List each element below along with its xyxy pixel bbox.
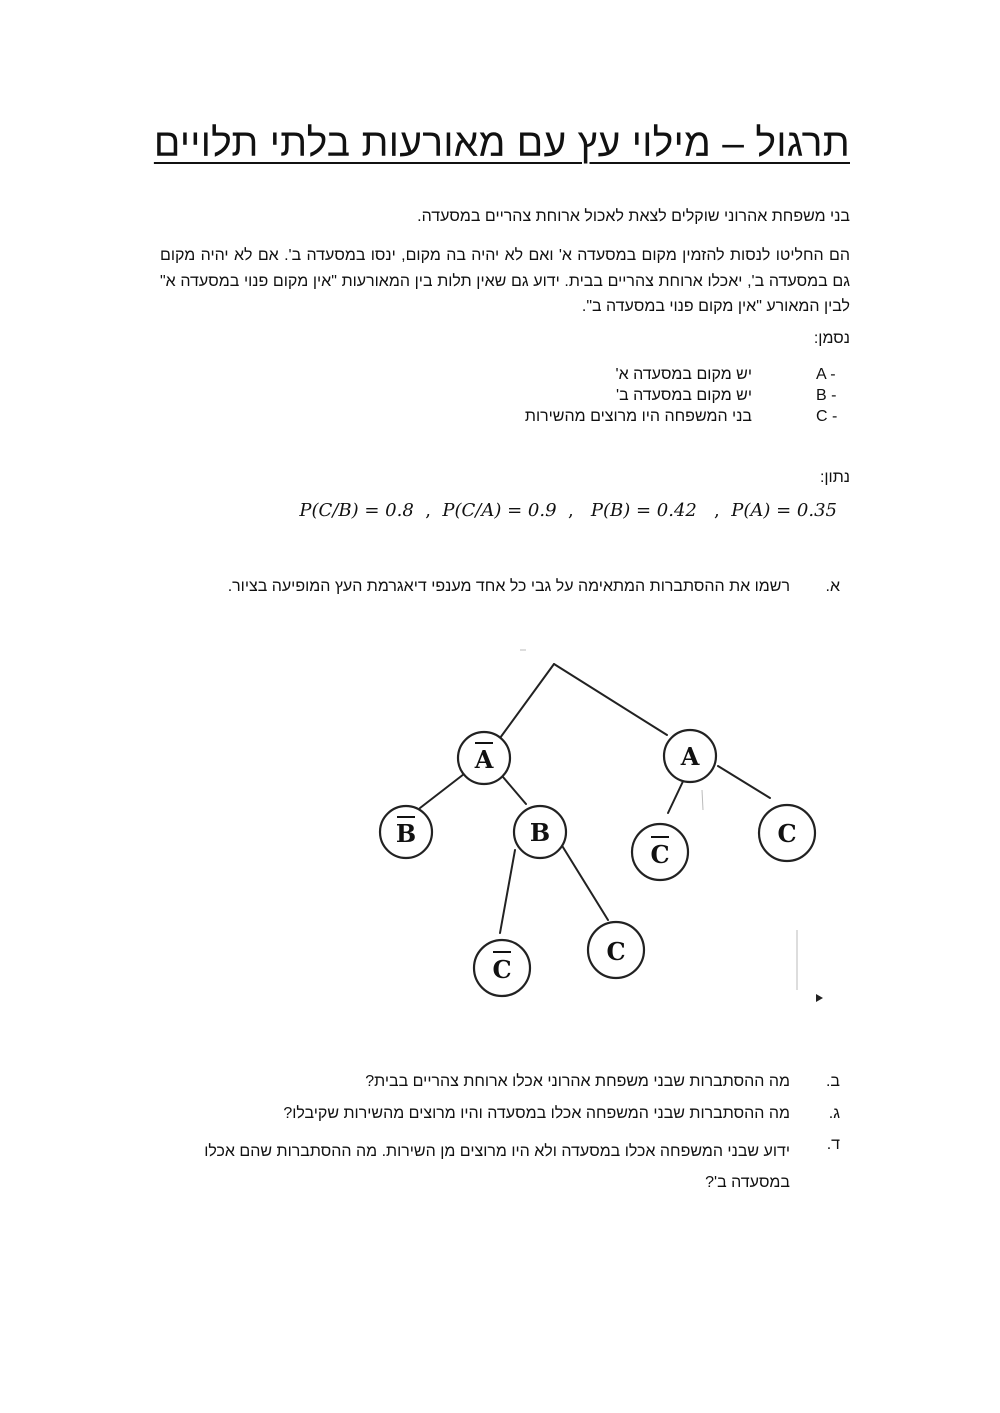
branch-not-a-not-b: [420, 774, 464, 808]
question-d: [150, 1136, 840, 1196]
question-letter: ב.: [825, 1073, 840, 1090]
question-text: מה ההסתברות שבני משפחת אהרוני אכלו ארוחת צהריים בבית?: [365, 1073, 790, 1090]
node-label-not-a: A: [474, 745, 494, 774]
definition-row-c: [500, 408, 840, 430]
tree-diagram: [300, 630, 840, 1050]
given-label: נתון:: [819, 469, 850, 486]
question-b: [150, 1073, 840, 1097]
definition-row-a: [500, 366, 840, 388]
definition-symbol: B -: [816, 387, 837, 404]
definition-text: בני המשפחה היו מרוצים מהשירות: [524, 408, 752, 425]
definition-symbol: C -: [816, 408, 838, 425]
node-label-not-c-under-b: C: [492, 955, 512, 984]
question-g: [150, 1105, 840, 1129]
branch-a-c: [718, 766, 770, 798]
node-label-c-under-a: C: [777, 819, 797, 848]
definition-text: יש מקום במסעדה א': [615, 366, 752, 383]
given-formula: P(C/B) = 0.8 , P(C/A) = 0.9 , P(B) = 0.42 , P(A) = 0.35: [299, 500, 837, 521]
node-label-b: B: [529, 818, 551, 847]
formula-term-c-given-a: P(C/A) = 0.9: [442, 500, 557, 521]
page-title: תרגול – מילוי עץ עם מאורעות בלתי תלויים: [153, 122, 850, 165]
node-label-a: A: [680, 742, 700, 771]
node-label-c-under-b: C: [606, 937, 626, 966]
question-text: ידוע שבני המשפחה אכלו במסעדה ולא היו מרוצים מן השירות. מה ההסתברות שהם אכלו במסעדה ב'?: [204, 1143, 790, 1191]
scan-mark: [816, 994, 823, 1002]
node-label-not-c-under-a: C: [650, 840, 670, 869]
formula-term-c-given-b: P(C/B) = 0.8: [299, 500, 414, 521]
question-text: מה ההסתברות שבני המשפחה אכלו במסעדה והיו מרוצים מהשירות שקיבלו?: [283, 1105, 790, 1122]
formula-term-a: P(A) = 0.35: [731, 500, 837, 521]
question-letter: א.: [825, 578, 840, 595]
definition-symbol: A -: [816, 366, 836, 383]
question-letter: ד.: [826, 1136, 840, 1153]
intro-paragraph: הם החליטו לנסות להזמין מקום במסעדה א' ואם לא יהיה בה מקום, ינסו במסעדה ב'. אם לא יהיה מקום גם במסעדה ב', יאכלו ארוחת צהריים בבית. ידוע גם שאין תלות בין המאורעות "אין מקום פנוי במסעדה א" לבין המאורע "אין מקום פנוי במסעדה ב".: [160, 247, 850, 315]
branch-root-not-a: [500, 664, 554, 738]
formula-term-b: P(B) = 0.42: [590, 500, 697, 521]
branch-not-a-b: [503, 777, 526, 804]
question-text: רשמו את ההסתברות המתאימה על גבי כל אחד מענפי דיאגרמת העץ המופיעה בציור.: [227, 578, 790, 595]
question-a: [150, 578, 840, 602]
branch-b-c: [561, 844, 608, 920]
node-label-not-b: B: [395, 819, 417, 848]
branch-b-not-c: [500, 850, 515, 933]
intro-line-1: בני משפחת אהרוני שוקלים לצאת לאכול ארוחת צהריים במסעדה.: [417, 208, 850, 225]
notation-label: נסמן:: [813, 330, 850, 347]
definition-row-b: [500, 387, 840, 409]
branch-root-a: [554, 664, 667, 735]
definition-text: יש מקום במסעדה ב': [616, 387, 752, 404]
question-letter: ג.: [828, 1105, 840, 1122]
